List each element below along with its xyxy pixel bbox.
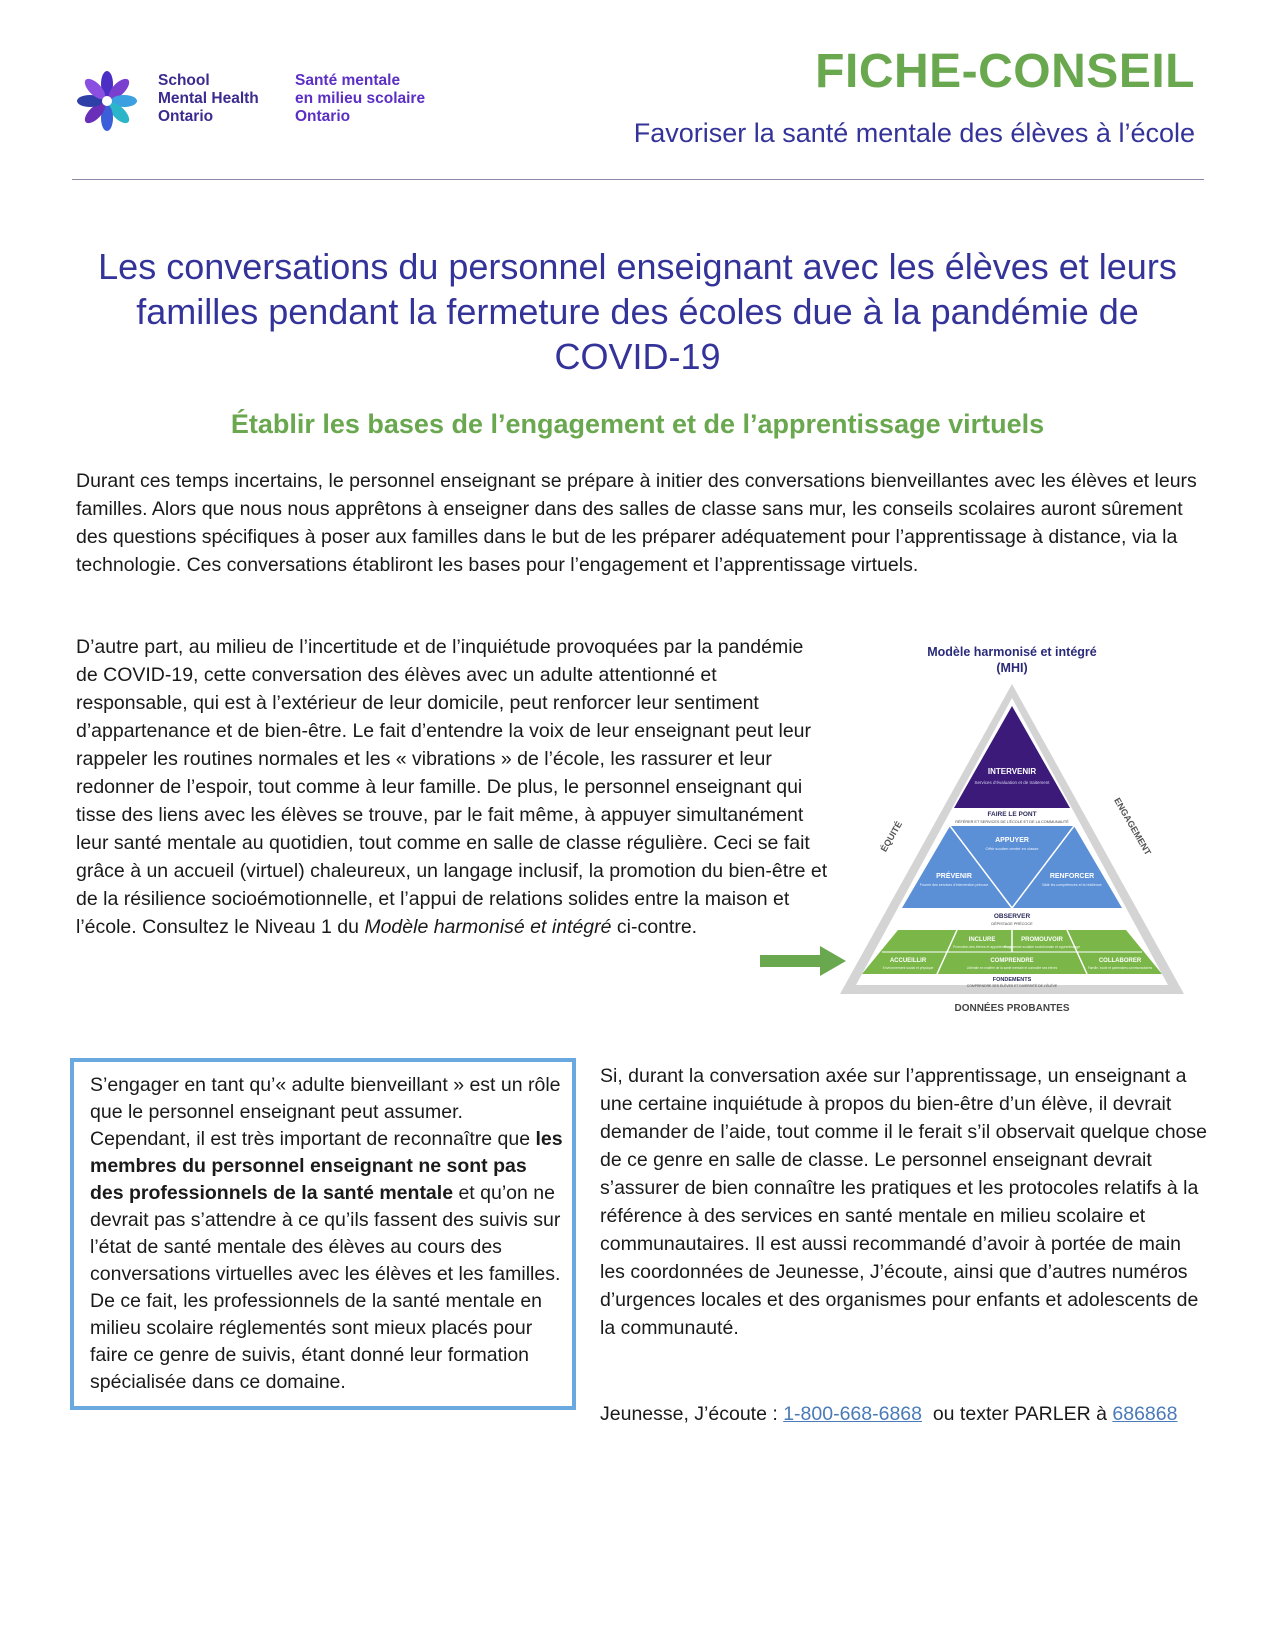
svg-text:DÉPISTAGE PRÉCOCE: DÉPISTAGE PRÉCOCE: [991, 922, 1033, 926]
header-divider: [72, 179, 1204, 180]
pyramid-abbr: (MHI): [996, 661, 1028, 675]
svg-text:INTERVENIR: INTERVENIR: [987, 767, 1037, 776]
third-paragraph: Si, durant la conversation axée sur l’apprentissage, un enseignant a une certaine inquiétude à propos du bien-être d’un élève, il devrait demander de l’aide, tout comme il le ferait s’il observait quelque chose de ce genre en salle de classe. Le personnel enseignant devrait s’assurer de bien connaître les pratiques et les protocoles relatifs à la référence à des services en santé mentale en milieu scolaire et communautaires. Il est aussi recommandé d’avoir à portée de main les coordonnées de Jeunesse, J’écoute, ainsi que d’autres numéros d’urgences locales et des organismes pour enfants et adolescents de la communauté.: [600, 1065, 1207, 1339]
svg-text:FONDEMENTS: FONDEMENTS: [992, 977, 1032, 983]
svg-text:Programme scolaire sociohumain: Programme scolaire sociohumain et apprentissage: [1003, 945, 1081, 949]
starburst-logo-icon: [76, 70, 138, 132]
page-title: Les conversations du personnel enseignant avec les élèves et leurs familles pendant la fermeture des écoles due à la pandémie de COVID-19: [98, 246, 1177, 377]
svg-text:Environnement social et physiq: Environnement social et physique: [882, 966, 934, 970]
svg-text:COMPRENDRE SES ÉLÈVES ET DIVER: COMPRENDRE SES ÉLÈVES ET DIVERSITÉ DE L’ÉLÈVE: [966, 984, 1058, 988]
svg-text:ÉQUITÉ: ÉQUITÉ: [878, 819, 905, 854]
svg-text:OBSERVER: OBSERVER: [993, 913, 1031, 920]
callout-text: S’engager en tant qu’« adulte bienveillant » est un rôle que le personnel enseignant peut assumer. Cependant, il est très important de reconnaître que les membres du personnel enseignant ne sont pas des professionnels de la santé mentale et qu’on ne devrait pas s’attendre à ce qu’ils fassent des suivis sur l’état de santé mentale des élèves au cours des conversations virtuelles avec les élèves et les familles. De ce fait, les professionnels de la santé mentale en milieu scolaire réglementés sont mieux placés pour faire ce genre de suivis, étant donné leur formation spécialisée dans ce domaine.: [90, 1074, 563, 1393]
tier-intervenir: [954, 706, 1070, 808]
intro-paragraph: Durant ces temps incertains, le personnel enseignant se prépare à initier des conversations bienveillantes avec les élèves et leurs familles. Alors que nous nous apprêtons à enseigner dans des salles de classe sans mur, les conseils scolaires auront sûrement des questions spécifiques à poser aux familles dans le but de les préparer adéquatement pour l’apprentissage à distance, via la technologie. Ces conversations établiront les bases pour l’engagement et l’apprentissage virtuels.: [76, 470, 1197, 576]
svg-text:Famille, école et partenaires: Famille, école et partenaires communautaires: [1087, 966, 1153, 970]
svg-text:Fournir des services d’interve: Fournir des services d’intervention précoce: [919, 883, 989, 887]
second-paragraph: D’autre part, au milieu de l’incertitude et de l’inquiétude provoquées par la pandémie de COVID-19, cette conversation des élèves avec un adulte attentionné et responsable, qui est à l’extérieur de leur domicile, peut renforcer leur sentiment d’appartenance et de bien-être. Le fait d’entendre la voix de leur enseignant peut leur rappeler les routines normales et les « vibrations » de l’école, les rassurer et leur redonner de l’espoir, tout comme à leur famille. De plus, le personnel enseignant qui tisse des liens avec les élèves se trouve, par le fait même, à appuyer simultanément leur santé mentale au quotidien, tout comme en salle de classe régulière. Ceci se fait grâce à un accueil (virtuel) chaleureux, un langage inclusif, la promotion du bien-être et de la résilience socioémotionnelle, et l’appui de relations solides entre la maison et l’école. Consultez le Niveau 1 du Modèle harmonisé et intégré ci-contre.: [76, 636, 828, 938]
svg-text:ENGAGEMENT: ENGAGEMENT: [1112, 796, 1154, 857]
svg-text:RENFORCER: RENFORCER: [1049, 873, 1095, 880]
helpline-sms-link[interactable]: 686868: [1112, 1403, 1178, 1425]
svg-text:PRÉVENIR: PRÉVENIR: [936, 873, 972, 880]
svg-text:Littératie en matière de la sa: Littératie en matière de la santé mentale et connaître ses élèves: [966, 966, 1058, 970]
svg-text:COMPRENDRE: COMPRENDRE: [990, 958, 1034, 964]
helpline-contact: Jeunesse, J’écoute : 1-800-668-6868 ou texter PARLER à 686868: [600, 1403, 1178, 1425]
section-title: Établir les bases de l’engagement et de l’apprentissage virtuels: [230, 409, 1045, 439]
pyramid-title: Modèle harmonisé et intégré: [927, 645, 1097, 659]
svg-text:APPUYER: APPUYER: [995, 837, 1029, 844]
logo-text-french: Santé mentale en milieu scolaire Ontario: [295, 72, 426, 125]
document-subtitle: Favoriser la santé mentale des élèves à l’école: [633, 118, 1195, 148]
svg-text:Bâtir les compétences et la ré: Bâtir les compétences et la résilience: [1042, 883, 1102, 887]
svg-text:Services d’évaluation et de tr: Services d’évaluation et de traitement: [974, 780, 1050, 785]
svg-text:INCLURE: INCLURE: [968, 937, 996, 943]
svg-text:DONNÉES PROBANTES: DONNÉES PROBANTES: [954, 1003, 1070, 1014]
logo-text-english: School Mental Health Ontario: [158, 72, 259, 125]
svg-text:Offrir soutien centré en class: Offrir soutien centré en classe: [985, 846, 1039, 851]
svg-text:PROMOUVOIR: PROMOUVOIR: [1021, 937, 1063, 943]
document-type-heading: FICHE-CONSEIL: [815, 45, 1195, 98]
svg-text:COLLABORER: COLLABORER: [1098, 958, 1142, 964]
helpline-phone-link[interactable]: 1-800-668-6868: [783, 1403, 922, 1425]
svg-text:RÉFÉRER ET SERVICES DE L’ÉCOLE: RÉFÉRER ET SERVICES DE L’ÉCOLE ET DE LA COMMUNAUTÉ: [955, 820, 1069, 824]
svg-text:ACCUEILLIR: ACCUEILLIR: [889, 958, 927, 964]
mhi-pyramid-diagram: [832, 642, 1192, 1017]
svg-text:FAIRE LE PONT: FAIRE LE PONT: [987, 811, 1037, 818]
svg-text:Promotion des élèves et appart: Promotion des élèves et appartenance: [952, 945, 1012, 949]
